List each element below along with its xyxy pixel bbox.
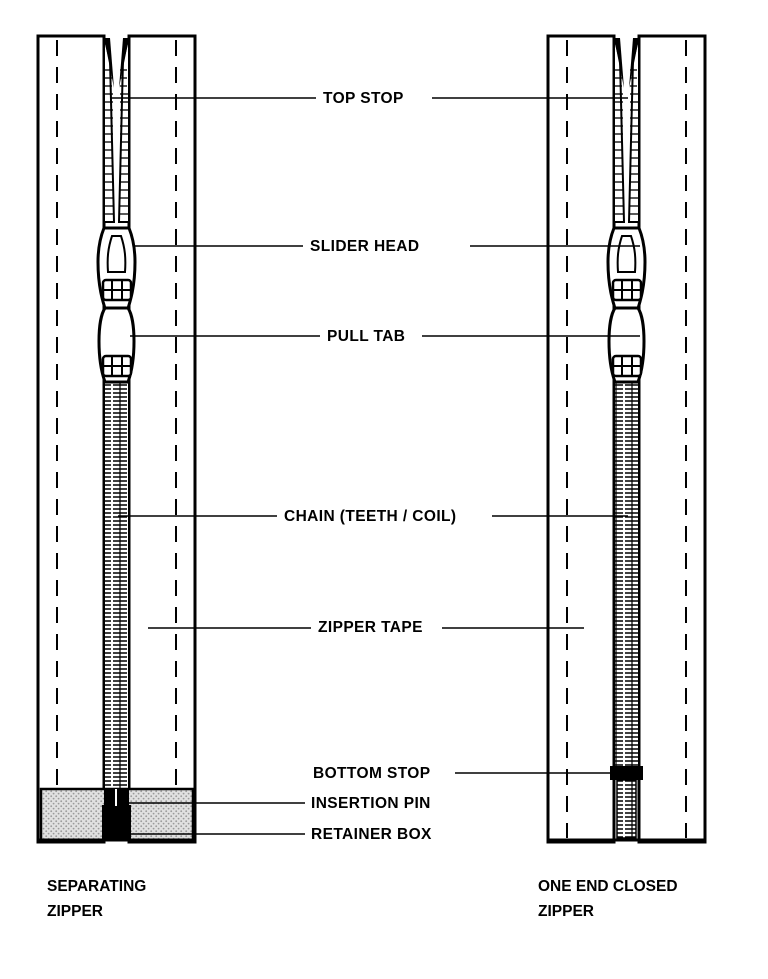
one-end-closed-zipper-graphic	[548, 36, 705, 842]
caption-line-1: SEPARATING	[47, 878, 147, 895]
caption-line-2: ZIPPER	[538, 903, 594, 920]
chain-open-right	[614, 36, 639, 222]
zipper-tape-left-right	[129, 36, 195, 842]
caption-one-end-closed-zipper	[538, 874, 753, 924]
label-chain: CHAIN (TEETH / COIL)	[284, 508, 457, 525]
caption-line-1: ONE END CLOSED	[538, 878, 678, 895]
chain-open-left	[104, 36, 129, 222]
zipper-tape-left-left	[38, 36, 104, 842]
label-pull-tab: PULL TAB	[327, 328, 406, 345]
separating-zipper-graphic	[38, 36, 195, 842]
label-top-stop: TOP STOP	[323, 90, 404, 107]
slider-head-left	[98, 228, 135, 382]
caption-line-2: ZIPPER	[47, 903, 103, 920]
zipper-tape-right-right	[639, 36, 705, 842]
caption-separating-zipper	[47, 874, 232, 924]
label-zipper-tape: ZIPPER TAPE	[318, 619, 423, 636]
zipper-tape-right-left	[548, 36, 614, 842]
label-insertion-pin: INSERTION PIN	[311, 795, 431, 812]
slider-head-right	[608, 228, 645, 382]
label-slider-head: SLIDER HEAD	[310, 238, 420, 255]
retainer-block-left	[102, 805, 131, 840]
label-retainer-box: RETAINER BOX	[311, 826, 432, 843]
label-bottom-stop: BOTTOM STOP	[313, 765, 431, 782]
chain-tail	[617, 780, 636, 838]
bottom-stop	[610, 766, 643, 780]
